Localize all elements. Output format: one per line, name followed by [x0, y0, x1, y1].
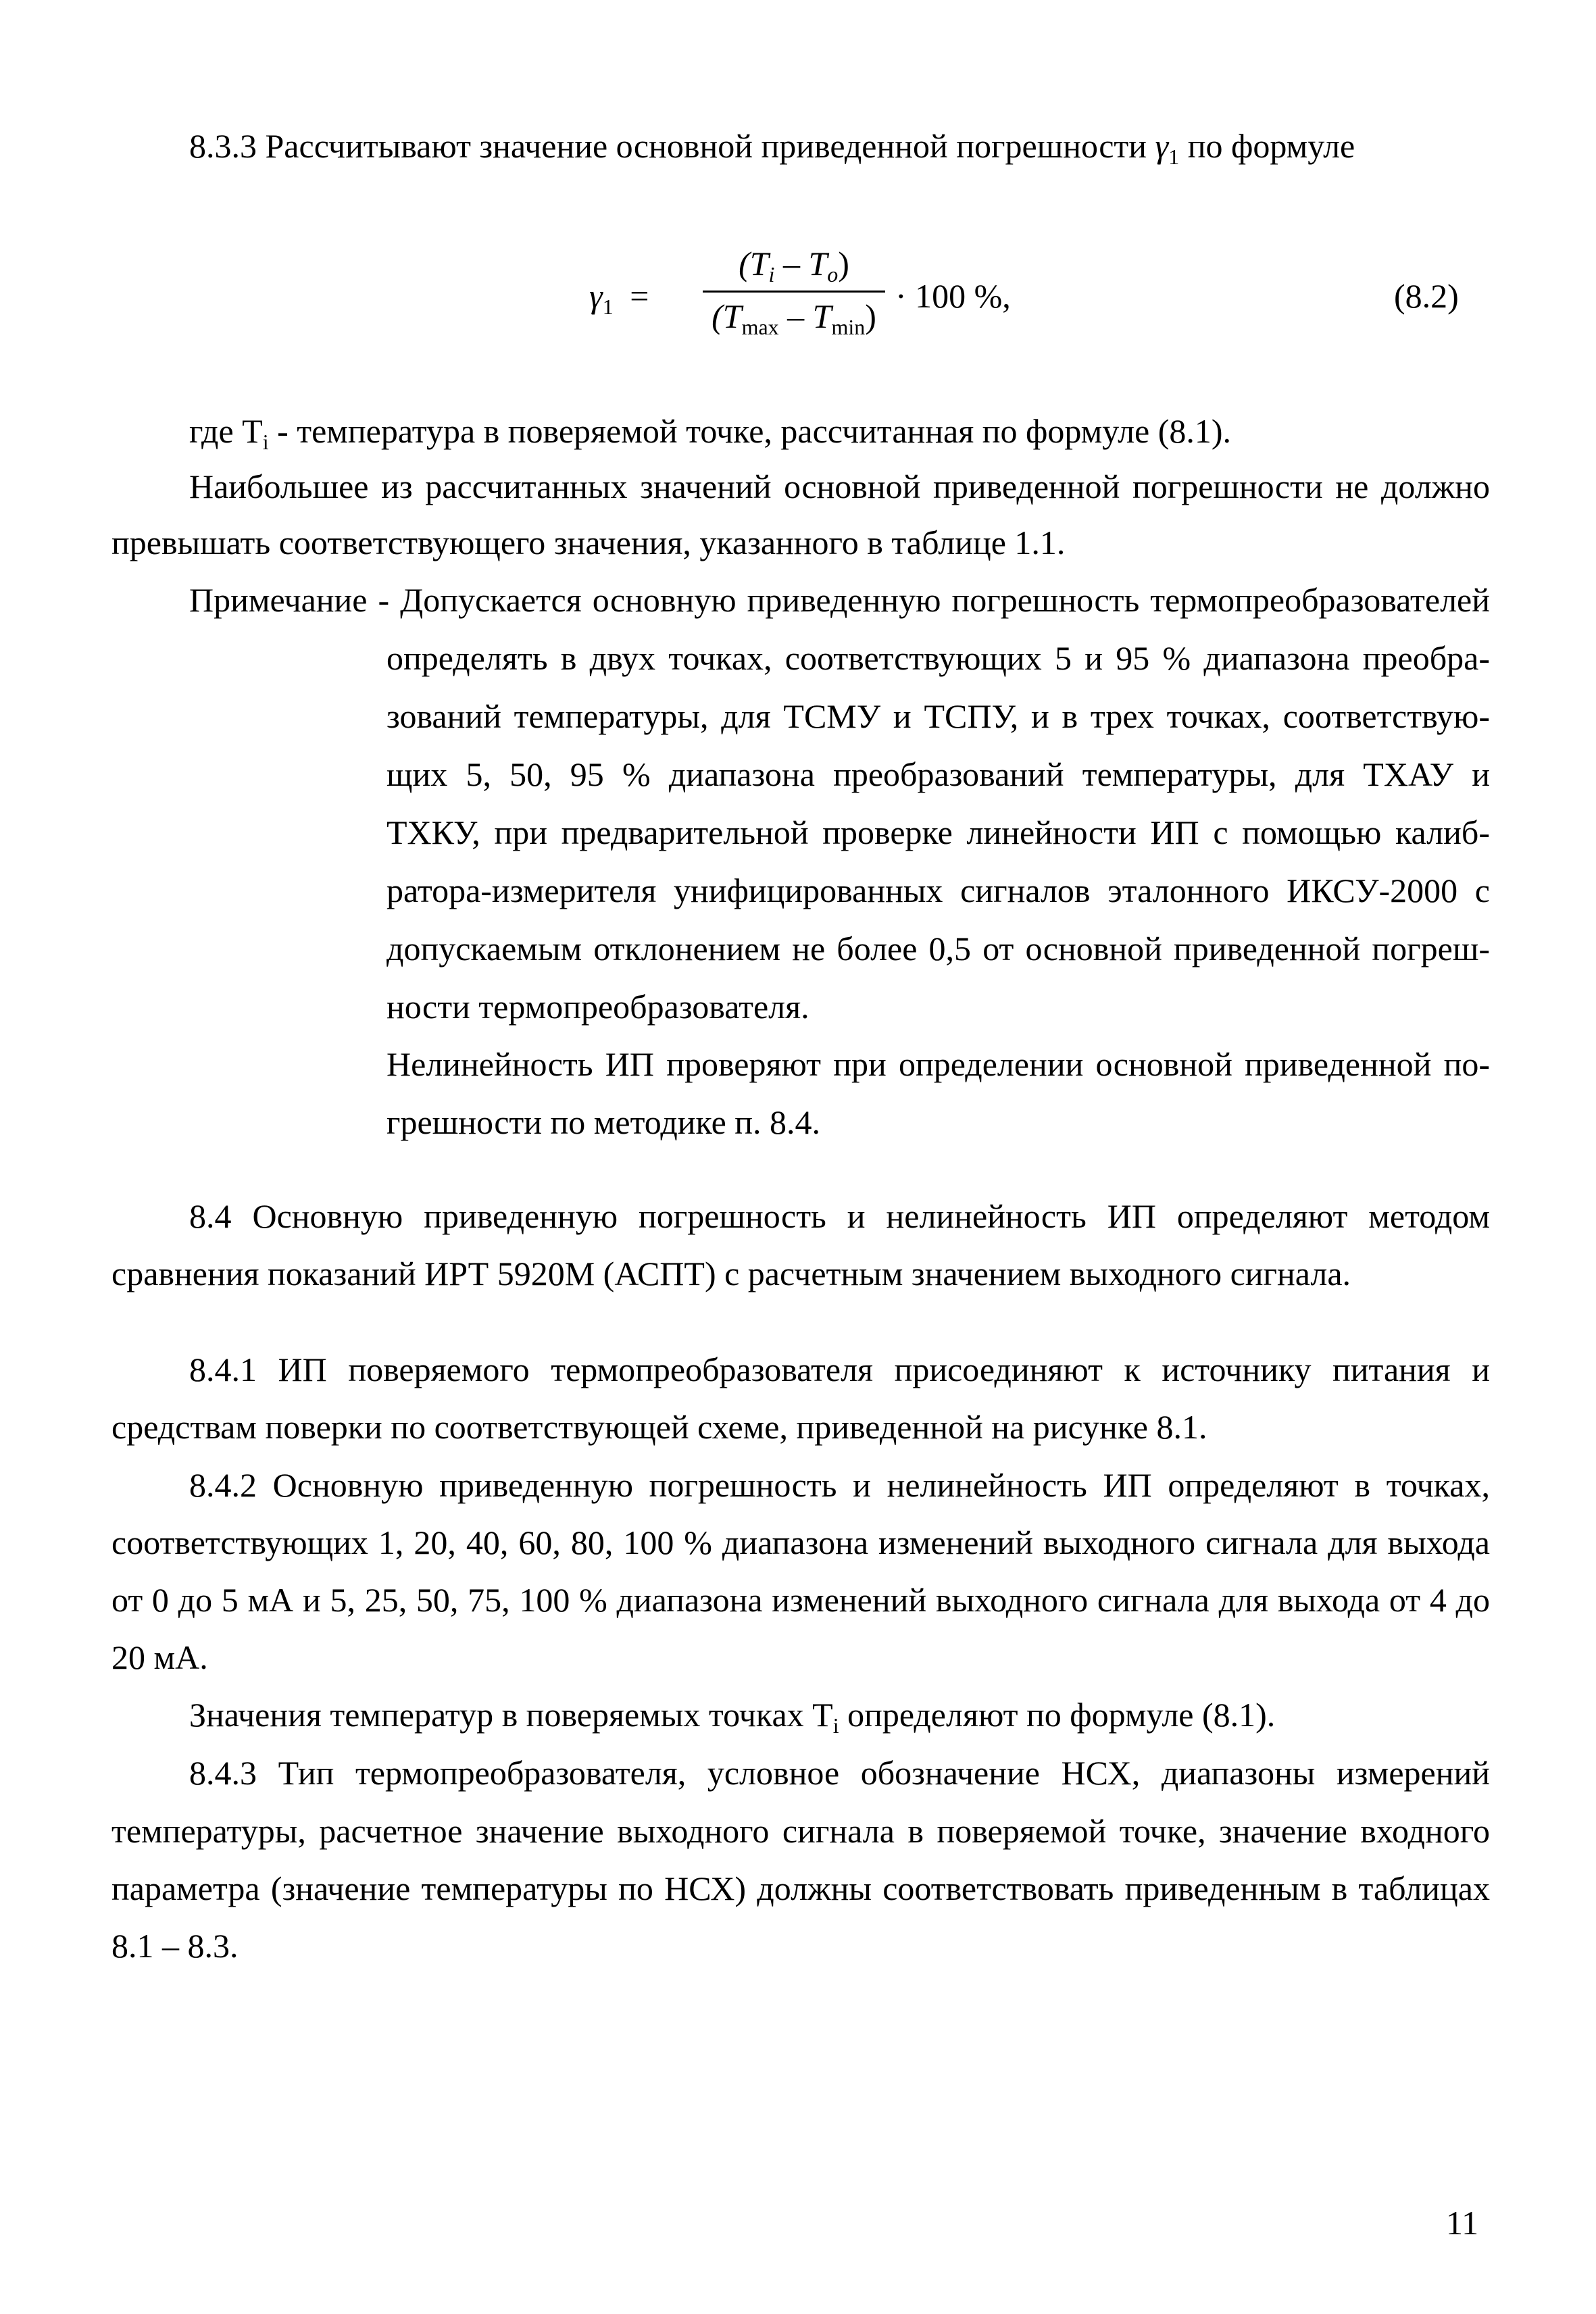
paragraph-8-4-3-line-1: 8.4.3 Тип термопреобразователя, условное обозначение НСХ, диапазоны измерений: [189, 1754, 1490, 1792]
note-label-line: Примечание - Допускается основную приведенную погрешность термопреобразователей: [189, 581, 1490, 619]
formula-denominator: $(T_{max} - T_{min})$: [712, 297, 876, 339]
note-line-4: ТХКУ, при предварительной проверке линейности ИП с помощью калиб-: [386, 813, 1490, 851]
paragraph-8-4-1-line-1: 8.4.1 ИП поверяемого термопреобразователя присоединяют к источнику питания и: [189, 1351, 1490, 1388]
nonlinearity-line-1: Нелинейность ИП проверяют при определении основной приведенной по-: [386, 1045, 1490, 1083]
paragraph-8-4-3-line-4: 8.1 – 8.3.: [111, 1927, 239, 1965]
paragraph-8-4-2-line-3: от 0 до 5 мА и 5, 25, 50, 75, 100 % диапазона изменений выходного сигнала для выхода от 4 до: [111, 1581, 1490, 1619]
paragraph-8-4-2-line-1: 8.4.2 Основную приведенную погрешность и нелинейность ИП определяют в точках,: [189, 1466, 1490, 1504]
paragraph-8-3-3: [189, 126, 1355, 169]
formula-lhs: $\gamma_1$ =: [589, 277, 649, 319]
note-line-2: зований температуры, для ТСМУ и ТСПУ, и в трех точках, соответствую-: [386, 697, 1490, 735]
paragraph-temperatures: Значения температур в поверяемых точках $T_i$ определяют по формуле (8.1).: [189, 1696, 1276, 1738]
gamma-symbol: γ: [1155, 127, 1169, 165]
note-line-5: ратора-измерителя унифицированных сигналов эталонного ИКСУ-2000 с: [386, 872, 1490, 909]
fraction-bar: [703, 291, 885, 293]
paragraph-8-4-line-2: сравнения показаний ИРТ 5920М (АСПТ) с расчетным значением выходного сигнала.: [111, 1255, 1351, 1292]
paragraph-8-3-3-text: 8.3.3 Рассчитывают значение основной приведенной погрешности: [189, 127, 1147, 165]
formula-numerator: $(T_i - T_o)$: [739, 245, 849, 286]
paragraph-8-4-3-line-3: параметра (значение температуры по НСХ) должны соответствовать приведенным в таблицах: [111, 1869, 1490, 1907]
paragraph-8-4-2-line-2: соответствующих 1, 20, 40, 60, 80, 100 % диапазона изменений выходного сигнала для выхода: [111, 1524, 1490, 1561]
nonlinearity-line-2: грешности по методике п. 8.4.: [386, 1103, 821, 1141]
paragraph-8-4-3-line-2: температуры, расчетное значение выходного сигнала в поверяемой точке, значение входного: [111, 1812, 1490, 1850]
note-line-6: допускаемым отклонением не более 0,5 от основной приведенной погреш-: [386, 930, 1490, 967]
formula-explanation: где $T_i$ - температура в поверяемой точке, рассчитанная по формуле (8.1).: [189, 412, 1232, 454]
paragraph-8-4-1-line-2: средствам поверки по соответствующей схеме, приведенной на рисунке 8.1.: [111, 1408, 1207, 1446]
formula-number: (8.2): [1394, 277, 1459, 315]
paragraph-largest-line-1: Наибольшее из рассчитанных значений основной приведенной погрешности не должно: [189, 468, 1490, 505]
note-line-7: ности термопреобразователя.: [386, 988, 809, 1026]
page-number: 11: [1446, 2204, 1479, 2242]
paragraph-largest-line-2: превышать соответствующего значения, указанного в таблице 1.1.: [111, 524, 1066, 561]
paragraph-8-4-2-line-4: 20 мА.: [111, 1638, 208, 1676]
note-line-3: щих 5, 50, 95 % диапазона преобразований температуры, для ТХАУ и: [386, 755, 1490, 793]
formula-multiplier: · 100 %,: [895, 277, 1011, 315]
note-line-1: определять в двух точках, соответствующих 5 и 95 % диапазона преобра-: [386, 639, 1490, 677]
paragraph-8-3-3-tail: по формуле: [1187, 127, 1355, 165]
gamma-subscript: 1: [1168, 145, 1180, 169]
formula-equals: =: [630, 277, 649, 315]
paragraph-8-4-line-1: 8.4 Основную приведенную погрешность и нелинейность ИП определяют методом: [189, 1197, 1490, 1235]
